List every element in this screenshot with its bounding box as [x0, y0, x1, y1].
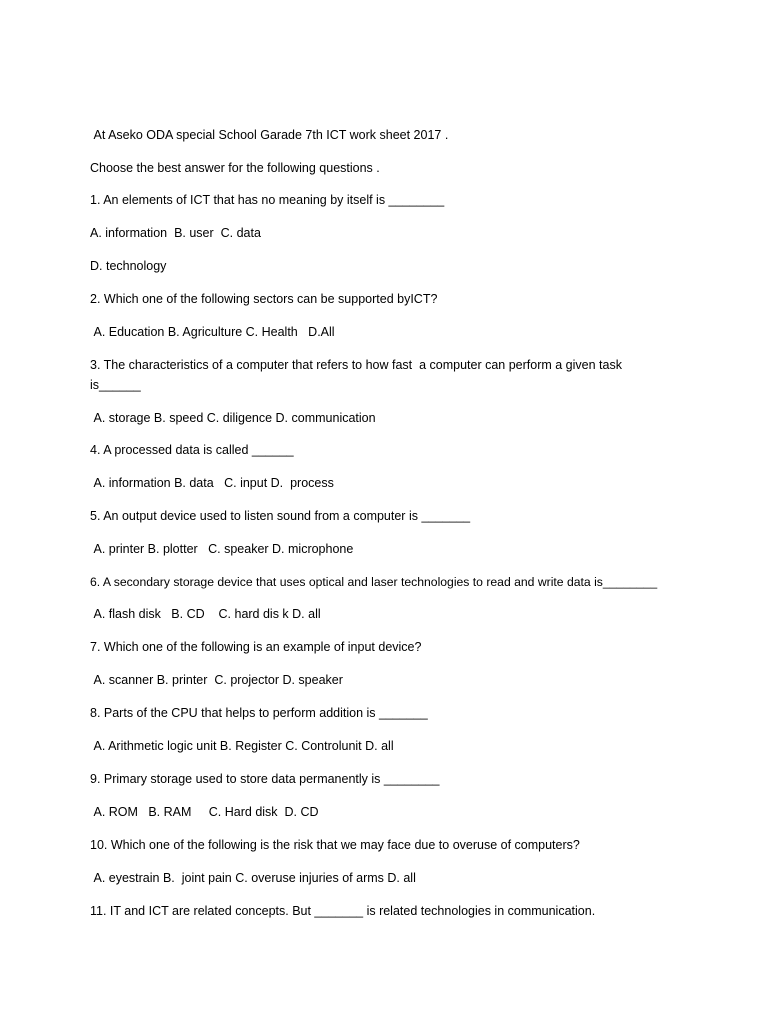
- question-7-options: A. scanner B. printer C. projector D. speaker: [90, 673, 343, 687]
- question-9: 9. Primary storage used to store data permanently is ________: [90, 772, 440, 786]
- question-11: 11. IT and ICT are related concepts. But _______ is related technologies in communication.: [90, 904, 596, 918]
- question-8-options: A. Arithmetic logic unit B. Register C. Controlunit D. all: [90, 739, 394, 753]
- instruction-text: Choose the best answer for the following questions .: [90, 161, 380, 175]
- question-3-options: A. storage B. speed C. diligence D. communication: [90, 411, 376, 425]
- question-9-options: A. ROM B. RAM C. Hard disk D. CD: [90, 805, 319, 819]
- question-3: 3. The characteristics of a computer that refers to how fast a computer can perform a given task is______: [90, 358, 626, 392]
- question-5-options: A. printer B. plotter C. speaker D. microphone: [90, 542, 354, 556]
- question-6: 6. A secondary storage device that uses optical and laser technologies to read and write data is________: [90, 575, 658, 589]
- question-10: 10. Which one of the following is the risk that we may face due to overuse of computers?: [90, 838, 580, 852]
- question-5: 5. An output device used to listen sound from a computer is _______: [90, 509, 471, 523]
- question-10-options: A. eyestrain B. joint pain C. overuse injuries of arms D. all: [90, 871, 416, 885]
- question-2: 2. Which one of the following sectors can be supported byICT?: [90, 292, 438, 306]
- question-1-options-a-c: A. information B. user C. data: [90, 226, 261, 240]
- question-4: 4. A processed data is called ______: [90, 443, 294, 457]
- question-8: 8. Parts of the CPU that helps to perform addition is _______: [90, 706, 428, 720]
- question-4-options: A. information B. data C. input D. process: [90, 476, 334, 490]
- question-2-options: A. Education B. Agriculture C. Health D.All: [90, 325, 335, 339]
- question-7: 7. Which one of the following is an example of input device?: [90, 640, 422, 654]
- question-1-option-d: D. technology: [90, 259, 167, 273]
- worksheet-header: At Aseko ODA special School Garade 7th ICT work sheet 2017 .: [90, 128, 449, 142]
- question-6-options: A. flash disk B. CD C. hard dis k D. all: [90, 607, 321, 621]
- question-1: 1. An elements of ICT that has no meaning by itself is ________: [90, 193, 445, 207]
